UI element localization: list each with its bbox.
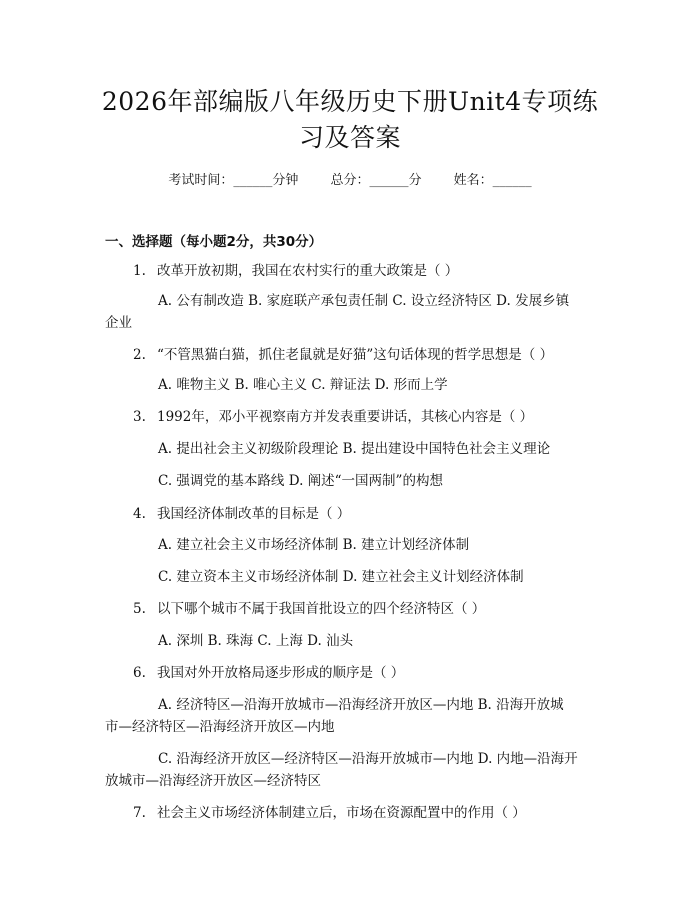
total-score-field: 总分：______分 <box>330 173 422 188</box>
question-1-options-continued: 企业 <box>105 315 132 331</box>
question-number: 3. <box>133 409 146 425</box>
question-1-options: A. 公有制改造 B. 家庭联产承包责任制 C. 设立经济特区 D. 发展乡镇 <box>158 293 570 309</box>
question-4-options-ab: A. 建立社会主义市场经济体制 B. 建立计划经济体制 <box>158 537 470 553</box>
exam-time-field: 考试时间：______分钟 <box>168 173 299 188</box>
question-stem: “不管黑猫白猫，抓住老鼠就是好猫”这句话体现的哲学思想是（ ） <box>157 347 554 363</box>
question-5 <box>133 600 485 618</box>
student-name-field: 姓名：______ <box>453 173 532 188</box>
question-stem: 我国对外开放格局逐步形成的顺序是（ ） <box>157 665 405 681</box>
question-6-options-cd: C. 沿海经济开放区—经济特区—沿海开放城市—内地 D. 内地—沿海开 <box>158 751 578 767</box>
question-7 <box>133 804 526 822</box>
question-number: 5. <box>133 601 146 617</box>
question-number: 1. <box>133 263 146 279</box>
question-4 <box>133 505 350 523</box>
question-3-options-cd: C. 强调党的基本路线 D. 阐述“一国两制”的构想 <box>158 473 443 489</box>
question-6-options-ab-continued: 市—经济特区—沿海经济开放区—内地 <box>105 719 335 735</box>
question-stem: 以下哪个城市不属于我国首批设立的四个经济特区（ ） <box>157 601 486 617</box>
question-2 <box>133 346 553 364</box>
question-number: 2. <box>133 347 146 363</box>
question-6-options-ab: A. 经济特区—沿海开放城市—沿海经济开放区—内地 B. 沿海开放城 <box>158 697 564 713</box>
section-heading: 一、选择题（每小题2分，共30分） <box>105 234 323 250</box>
document-title-line-2: 习及答案 <box>298 123 401 152</box>
question-stem: 1992年，邓小平视察南方并发表重要讲话，其核心内容是（ ） <box>157 409 534 425</box>
question-number: 4. <box>133 506 146 522</box>
question-stem: 我国经济体制改革的目标是（ ） <box>157 506 351 522</box>
question-5-options: A. 深圳 B. 珠海 C. 上海 D. 汕头 <box>158 633 354 649</box>
question-3 <box>133 408 533 426</box>
question-2-options: A. 唯物主义 B. 唯心主义 C. 辩证法 D. 形而上学 <box>158 377 448 393</box>
question-stem: 社会主义市场经济体制建立后，市场在资源配置中的作用（ ） <box>157 805 526 821</box>
exam-meta <box>0 169 700 188</box>
question-1 <box>133 262 458 280</box>
question-6-options-cd-continued: 放城市—沿海经济开放区—经济特区 <box>105 773 321 789</box>
document-title-line-1: 2026年部编版八年级历史下册Unit4专项练 <box>101 87 599 116</box>
question-number: 7. <box>133 805 146 821</box>
question-6 <box>133 664 404 682</box>
question-3-options-ab: A. 提出社会主义初级阶段理论 B. 提出建设中国特色社会主义理论 <box>158 441 551 457</box>
question-number: 6. <box>133 665 146 681</box>
question-stem: 改革开放初期，我国在农村实行的重大政策是（ ） <box>157 263 459 279</box>
question-4-options-cd: C. 建立资本主义市场经济体制 D. 建立社会主义计划经济体制 <box>158 569 524 585</box>
